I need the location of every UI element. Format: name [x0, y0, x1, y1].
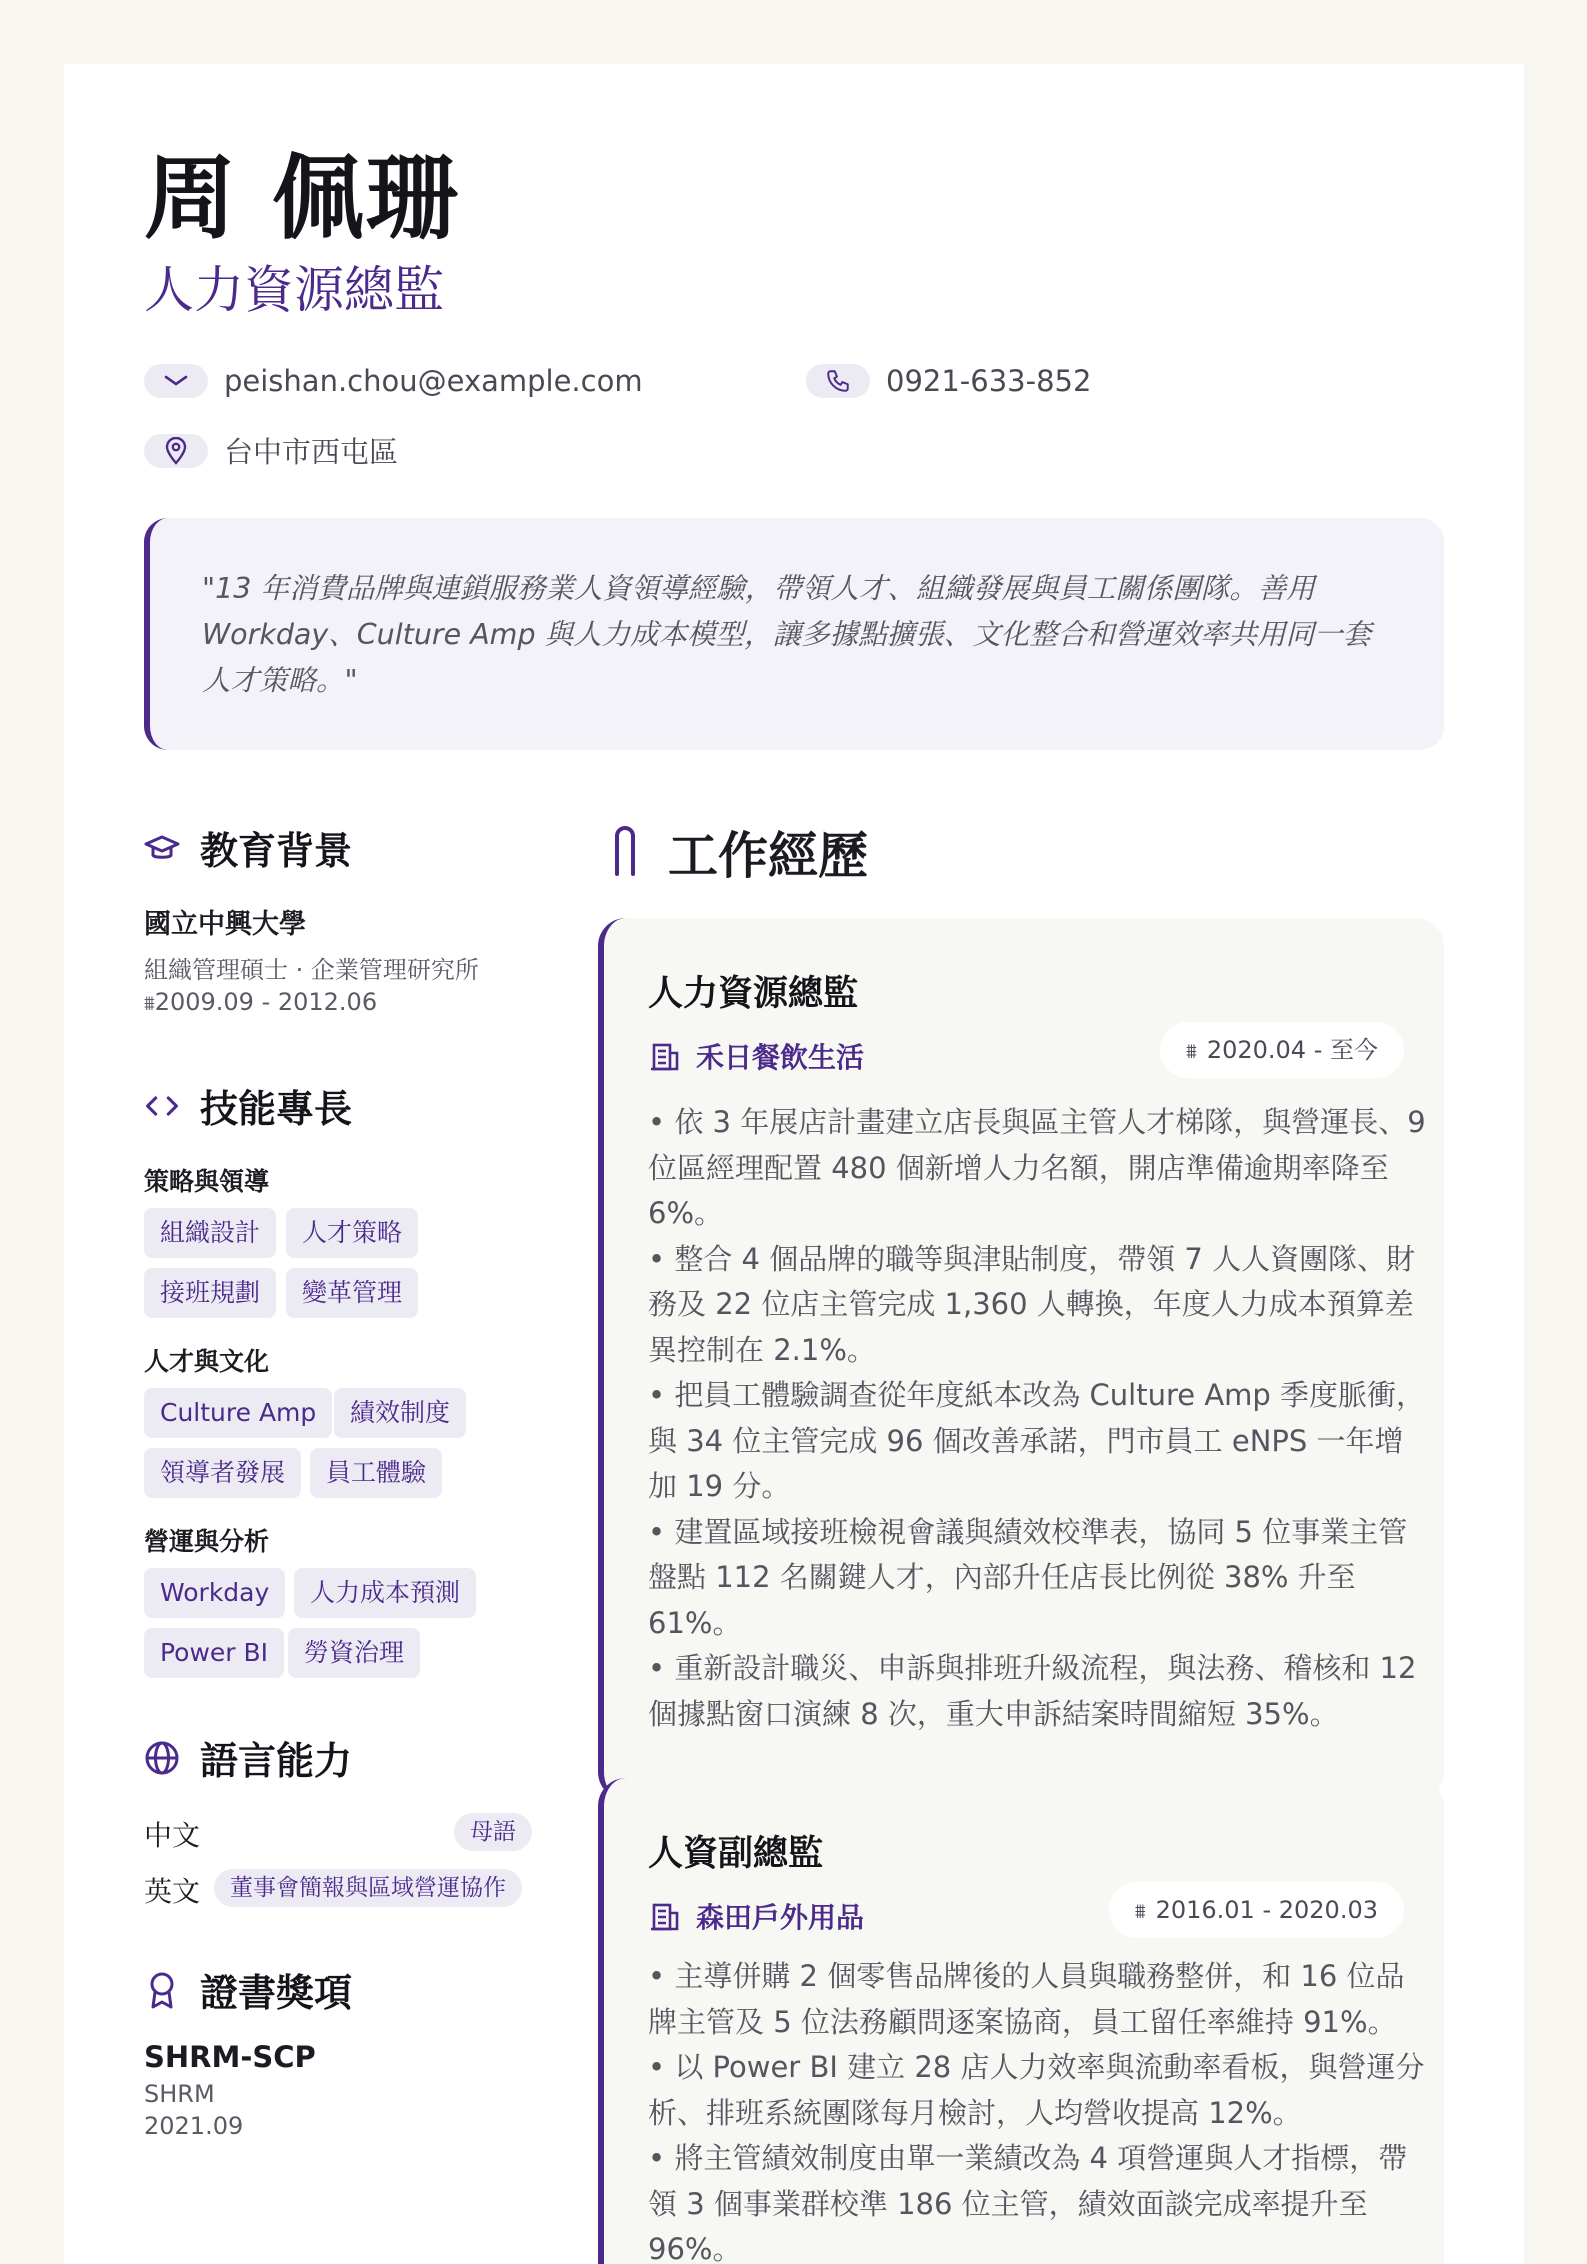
- language-name: 英文: [144, 1875, 201, 1908]
- contact-phone[interactable]: [806, 364, 1091, 398]
- education-school: 國立中興大學: [144, 909, 306, 940]
- language-name: 中文: [144, 1819, 201, 1852]
- certification-issuer: SHRM: [144, 2080, 215, 2108]
- resume-page: [64, 64, 1524, 2264]
- job-company: 禾日餐飲生活: [648, 1036, 864, 1076]
- phone-icon: [806, 364, 870, 398]
- experience-heading: 工作經歷: [610, 816, 868, 888]
- language-level-badge: 董事會簡報與區域營運協作: [214, 1869, 522, 1907]
- skill-tag: 員工體驗: [310, 1448, 442, 1498]
- skill-tag: Culture Amp: [144, 1388, 332, 1438]
- phone-text: 0921-633-852: [886, 364, 1092, 398]
- job-date: ⩩ 2016.01 - 2020.03: [1109, 1882, 1404, 1938]
- candidate-name: 周 佩珊: [144, 145, 461, 252]
- skills-heading: 技能專長: [144, 1078, 352, 1133]
- certification-name: SHRM-SCP: [144, 2040, 316, 2074]
- skill-group-title: 人才與文化: [144, 1347, 270, 1376]
- education-heading: 教育背景: [144, 820, 352, 875]
- mail-icon: [144, 364, 208, 398]
- skill-tag: 勞資治理: [288, 1628, 420, 1678]
- contact-location: [144, 430, 398, 471]
- skill-tag: Workday: [144, 1568, 285, 1618]
- certification-date: 2021.09: [144, 2112, 244, 2140]
- job-title: 人力資源總監: [648, 974, 859, 1014]
- job-company: 森田戶外用品: [648, 1896, 864, 1936]
- certifications-heading: 證書獎項: [144, 1962, 352, 2017]
- email-text: peishan.chou@example.com: [224, 364, 643, 398]
- award-ribbon-icon: [144, 1972, 180, 2008]
- job-date: ⩩ 2020.04 - 至今: [1160, 1022, 1404, 1078]
- job-card: [598, 918, 1444, 1800]
- location-pin-icon: [144, 434, 208, 468]
- profile-summary: "13 年消費品牌與連鎖服務業人資領導經驗，帶領人才、組織發展與員工關係團隊。善用 Workday、Culture Amp 與人力成本模型，讓多據點擴張、文化整合和營運效率共用同一套人才策略。": [144, 518, 1444, 750]
- briefcase-icon: [610, 826, 640, 878]
- education-date: ⩩2009.09 - 2012.06: [144, 988, 378, 1016]
- location-text: 台中市西屯區: [224, 435, 399, 469]
- skill-tag: 領導者發展: [144, 1448, 301, 1498]
- bullet-item: • 建置區域接班檢視會議與績效校準表，協同 5 位事業主管盤點 112 名關鍵人才，內部升任店長比例從 38% 升至 61%。: [648, 1514, 1408, 1640]
- skill-tag: 接班規劃: [144, 1268, 276, 1318]
- contact-email[interactable]: [144, 364, 643, 398]
- bullet-item: • 主導併購 2 個零售品牌後的人員與職務整併，和 16 位品牌主管及 5 位法務顧問逐案協商，員工留任率維持 91%。: [648, 1959, 1405, 2039]
- calendar-icon: ⩩: [1186, 1039, 1197, 1063]
- building-icon: [648, 1039, 682, 1073]
- education-degree: 組織管理碩士 · 企業管理研究所: [144, 956, 479, 984]
- skill-tag: 人力成本預測: [294, 1568, 476, 1618]
- job-title: 人資副總監: [648, 1834, 824, 1874]
- skill-tag: Power BI: [144, 1628, 284, 1678]
- job-bullets: [648, 1100, 1428, 1737]
- skill-tag: 績效制度: [334, 1388, 466, 1438]
- language-level-badge: 母語: [454, 1813, 532, 1851]
- calendar-icon: ⩩: [1134, 1899, 1146, 1923]
- candidate-title: 人力資源總監: [144, 261, 444, 319]
- building-icon: [648, 1899, 682, 1933]
- languages-heading: 語言能力: [144, 1730, 352, 1785]
- bullet-item: • 把員工體驗調查從年度紙本改為 Culture Amp 季度脈衝，與 34 位主管完成 96 個改善承諾，門市員工 eNPS 一年增加 19 分。: [648, 1378, 1426, 1503]
- job-card: [598, 1778, 1444, 2264]
- bullet-item: • 依 3 年展店計畫建立店長與區主管人才梯隊，與營運長、9 位區經理配置 480 個新增人力名額，開店準備逾期率降至 6%。: [648, 1105, 1426, 1230]
- skill-tag: 變革管理: [286, 1268, 418, 1318]
- bullet-item: • 重新設計職災、申訴與排班升級流程，與法務、稽核和 12 個據點窗口演練 8 次，重大申訴結案時間縮短 35%。: [648, 1651, 1417, 1731]
- skill-tag: 組織設計: [144, 1208, 276, 1258]
- code-brackets-icon: [144, 1088, 180, 1124]
- skill-tag: 人才策略: [286, 1208, 418, 1258]
- skill-group-title: 策略與領導: [144, 1167, 270, 1196]
- calendar-icon: ⩩: [144, 991, 155, 1015]
- graduation-cap-icon: [144, 830, 180, 866]
- globe-icon: [144, 1740, 180, 1776]
- skill-group-title: 營運與分析: [144, 1527, 270, 1556]
- bullet-item: • 以 Power BI 建立 28 店人力效率與流動率看板，與營運分析、排班系統團隊每月檢討，人均營收提高 12%。: [648, 2050, 1425, 2130]
- bullet-item: • 將主管績效制度由單一業績改為 4 項營運與人才指標，帶領 3 個事業群校準 186 位主管，績效面談完成率提升至 96%。: [648, 2141, 1408, 2264]
- job-bullets: [648, 1954, 1428, 2264]
- bullet-item: • 整合 4 個品牌的職等與津貼制度，帶領 7 人人資團隊、財務及 22 位店主管完成 1,360 人轉換，年度人力成本預算差異控制在 2.1%。: [648, 1241, 1416, 1367]
